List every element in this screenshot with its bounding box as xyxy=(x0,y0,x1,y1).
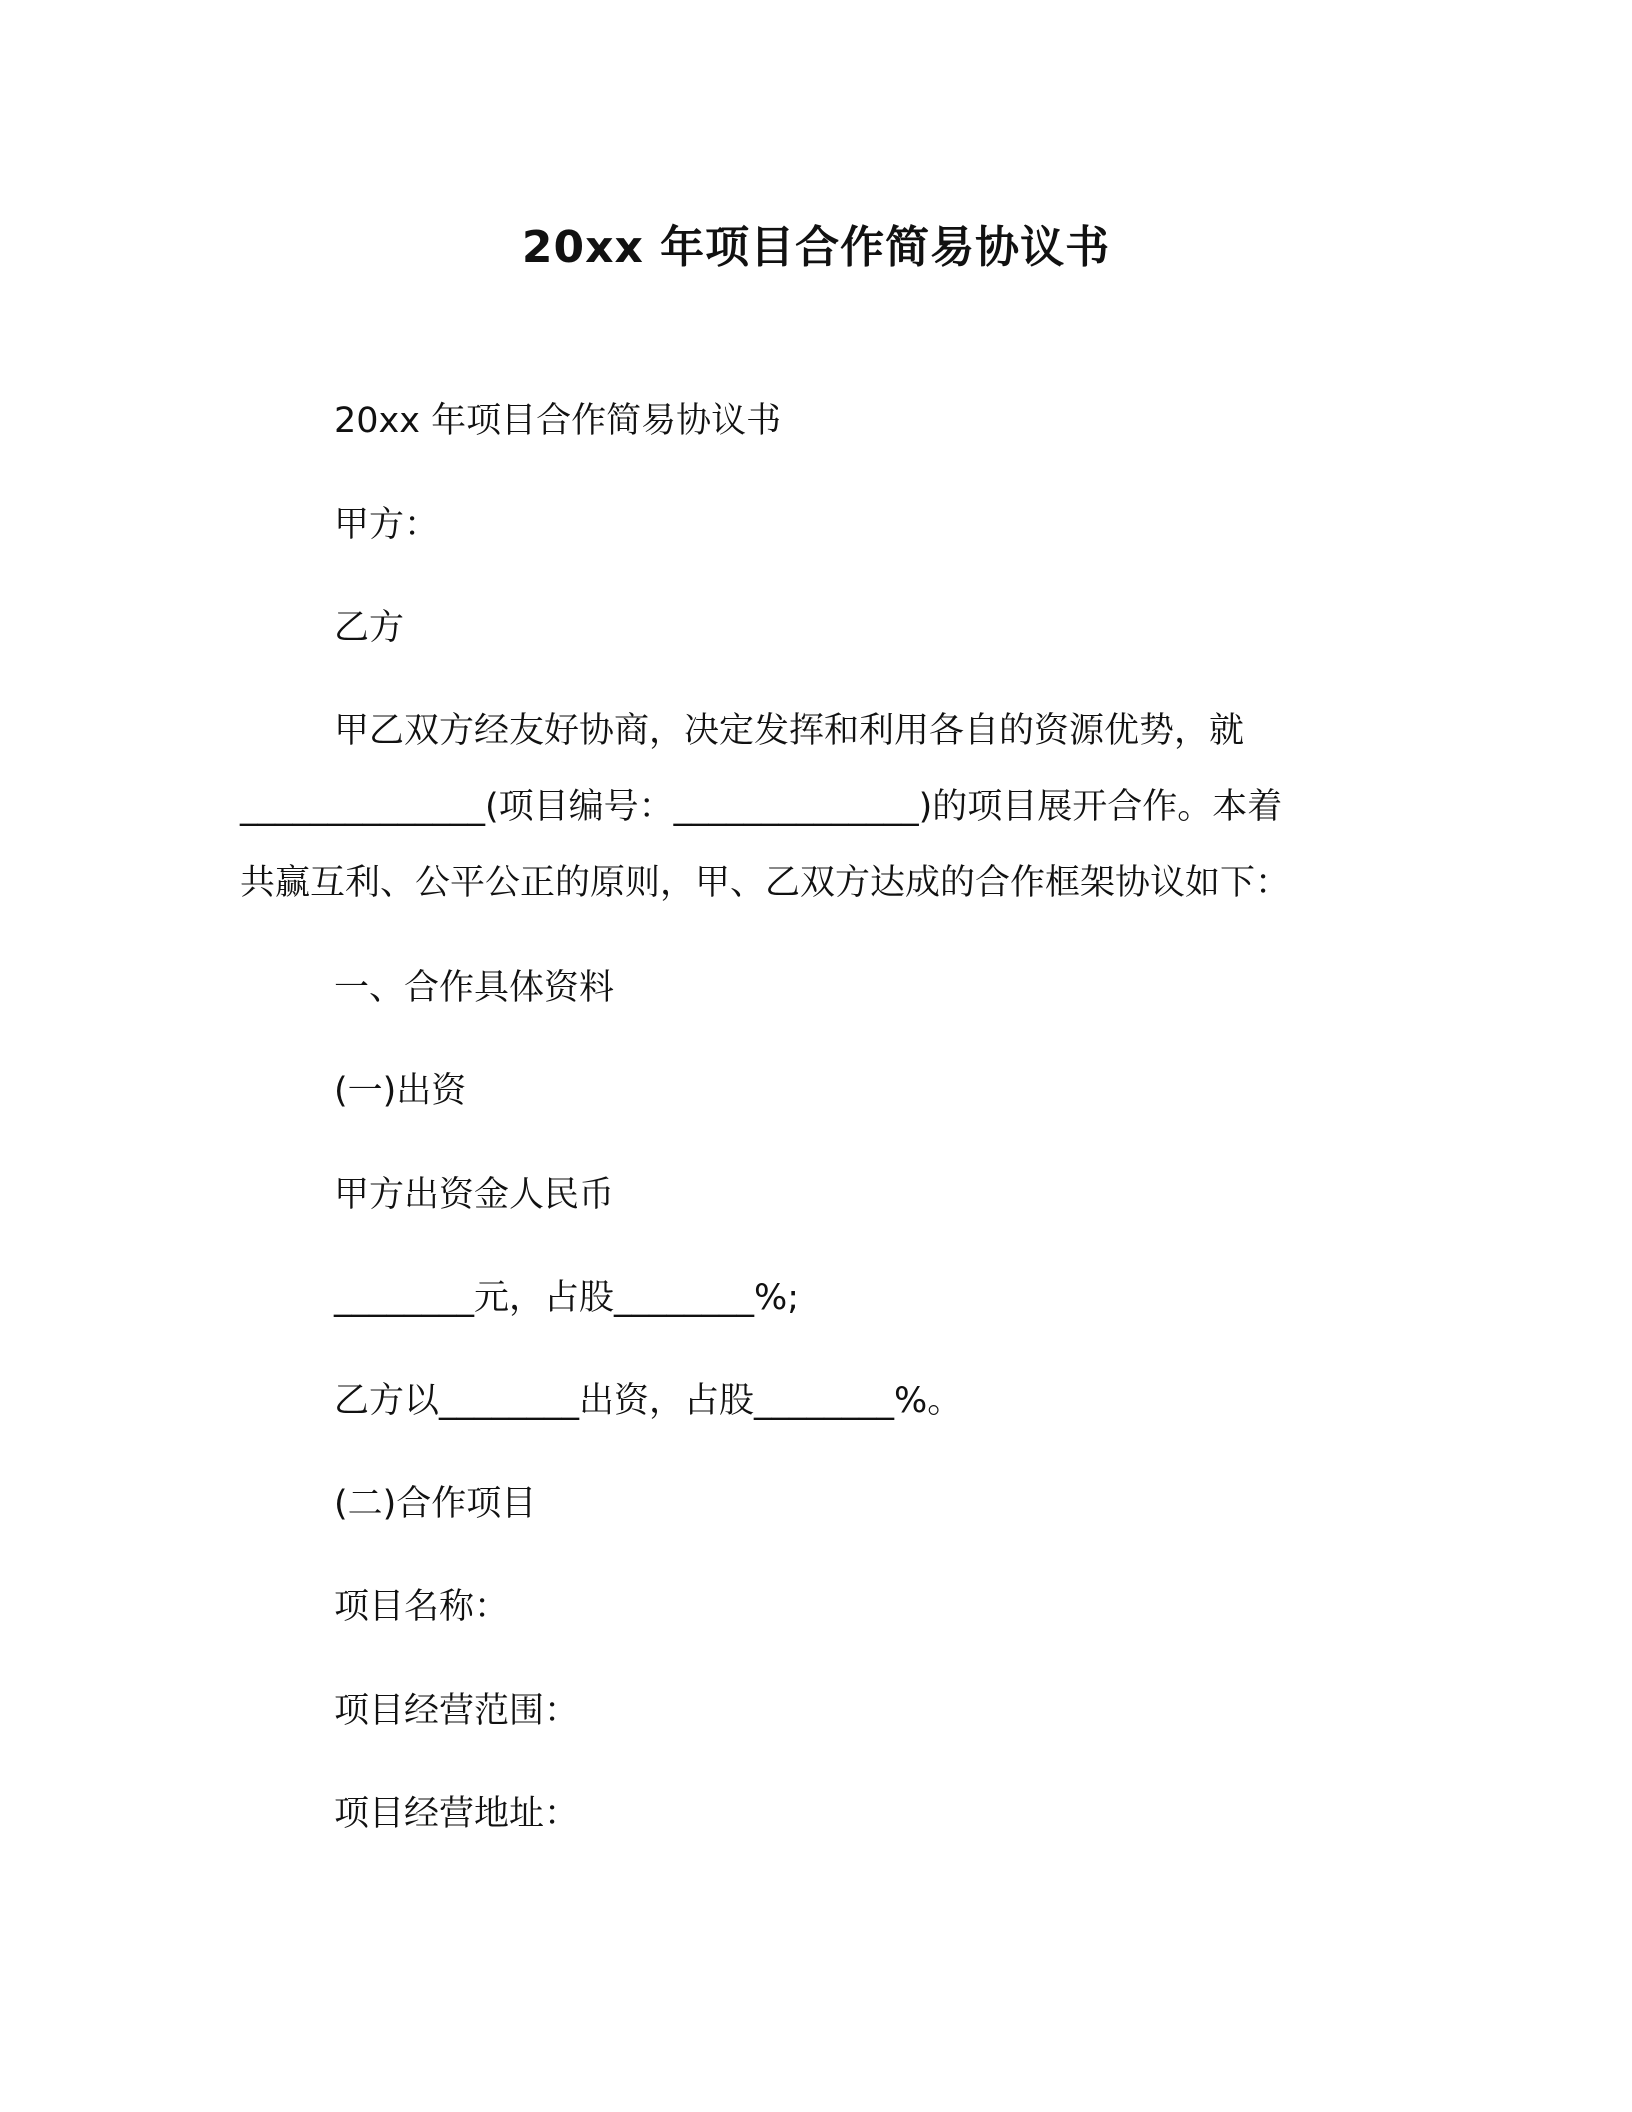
document-title: 20xx 年项目合作简易协议书 xyxy=(521,222,1111,273)
subsection-project-heading: (二)合作项目 xyxy=(334,1484,537,1524)
party-b-investment-line: 乙方以________出资，占股________%。 xyxy=(334,1381,963,1421)
section-1-heading: 一、合作具体资料 xyxy=(334,968,615,1008)
party-a-share-line: ________元，占股________%; xyxy=(334,1278,800,1318)
party-b-label: 乙方 xyxy=(334,608,405,648)
intro-paragraph-line-1: 甲乙双方经友好协商，决定发挥和利用各自的资源优势，就 xyxy=(334,711,1245,751)
party-a-investment-line: 甲方出资金人民币 xyxy=(334,1175,615,1215)
project-address-label: 项目经营地址： xyxy=(334,1794,580,1834)
intro-paragraph-line-2: ______________(项目编号：______________)的项目展开合作。本着 xyxy=(240,787,1283,827)
project-scope-label: 项目经营范围： xyxy=(334,1691,580,1731)
document-subtitle: 20xx 年项目合作简易协议书 xyxy=(334,401,782,441)
intro-paragraph-line-3: 共赢互利、公平公正的原则，甲、乙双方达成的合作框架协议如下： xyxy=(240,863,1291,903)
subsection-investment-heading: (一)出资 xyxy=(334,1071,467,1111)
project-name-label: 项目名称： xyxy=(334,1587,510,1627)
party-a-label: 甲方： xyxy=(334,505,440,545)
